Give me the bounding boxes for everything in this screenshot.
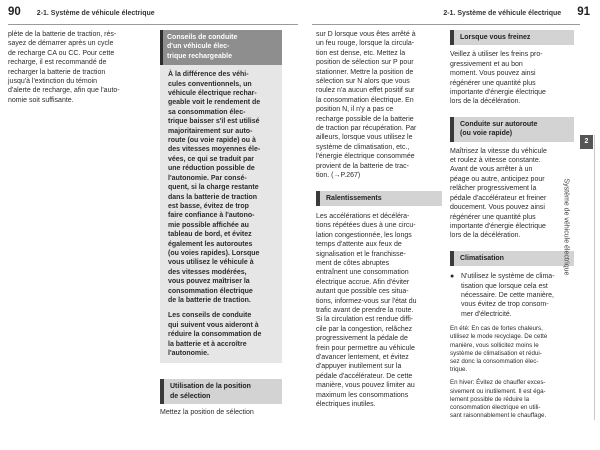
tips-box-body (160, 65, 282, 363)
section-text-braking: Veillez à utiliser les freins pro- gressivement et au bon moment. Vous pouvez ainsi régénérer une quantité plus importante d'énergie électrique lors de la décélération. (450, 51, 546, 106)
tips-box-paragraph-2: Les conseils de conduite qui suivent vous aideront à réduire la consommation de la batterie et à accroître l'autonomie. (168, 312, 262, 357)
section-title-selection (160, 379, 282, 404)
right-page-header (443, 6, 590, 22)
chapter-side-title: Système de véhicule électrique (562, 178, 570, 276)
section-title-braking-text: Lorsque vous freinez (460, 34, 531, 41)
side-chapter-rule (594, 135, 595, 420)
section-text-selection: Mettez la position de sélection (160, 409, 254, 417)
section-title-highway-text: Conduite sur autoroute (ou voie rapide) (460, 120, 538, 138)
chapter-tab: 2 (580, 135, 593, 149)
climate-bullet-text: N'utilisez le système de clima- tisation que lorsque cela est nécessaire. De cette manière, vous évitez de trop consom- mer d'électricité. (461, 273, 555, 318)
section-title-climate-text: Climatisation (460, 254, 504, 262)
right-chapter-title: 2-1. Système de véhicule électrique (443, 10, 562, 17)
left-header-rule (8, 24, 298, 25)
left-page-header (8, 6, 155, 22)
climate-note-winter: En hiver: Évitez de chauffer exces- sivement ou inutilement. Il est éga- lement possible de réduire la consommation électrique en utili- sant raisonnablement le chauffage. (450, 379, 547, 420)
right-header-rule (312, 24, 580, 25)
section-title-braking (450, 30, 574, 45)
section-title-slowdowns (316, 191, 442, 206)
left-chapter-title: 2-1. Système de véhicule électrique (36, 10, 155, 17)
left-page-number: 90 (8, 6, 21, 18)
column-3 (316, 30, 442, 409)
section-title-climate (450, 251, 574, 266)
body-text-continued: sur D lorsque vous êtes arrêté à un feu rouge, lorsque la circula- tion est dense, etc. Mettez la position de sélection sur P pour stationner. Mettre la position de sélection sur N alors que vous roulez n'a aucun effet positif sur la consommation électrique. En position N, il n'y a pas ce recharge possible de la batterie de traction par récupération. Par ailleurs, lorsque vous utilisez le système de climatisation, etc., l'énergie électrique consommée provient de la batterie de trac- tion. (→P.267) (316, 31, 417, 180)
tips-box-title-text: Conseils de conduite d'un véhicule élec- trique rechargeable (167, 34, 238, 60)
section-text-slowdowns: Les accélérations et décéléra- tions répétées dues à une circu- lation congestionnée, les longs temps d'attente aux feux de signalisation et le franchisse- ment de côtes abruptes entraînent une consommation électrique accrue. Afin d'éviter autant que possible ces situa- tions, informez-vous sur l'état du trafic avant de prendre la route. Si la circulation est rendue diffi- cile par la congestion, relâchez progressivement la pédale de frein pour permettre au véhicule d'avancer lentement, et évitez d'appuyer inutilement sur la pédale d'accélérateur. De cette manière, vous pouvez limiter au maximum les consommations électriques inutiles. (316, 212, 417, 409)
climate-bullet (450, 272, 574, 319)
climate-note-summer: En été: En cas de fortes chaleurs, utilisez le mode recyclage. De cette manière, vous sollicitez moins le système de climatisation et rédui- sez donc la consommation élec- trique. (450, 325, 548, 374)
section-text-highway: Maîtrisez la vitesse du véhicule et roulez à vitesse constante. Avant de vous arrêter à un péage ou autre, anticipez pour relâcher progressivement la pédale d'accélérateur et freiner doucement. Vous pouvez ainsi régénérer une quantité plus importante d'énergie électrique lors de la décélération. (450, 147, 547, 240)
tips-box-title (160, 30, 282, 65)
column-2 (160, 30, 282, 418)
column-1 (8, 30, 148, 105)
tips-box-paragraph-1: À la différence des véhi- cules conventionnels, un véhicule électrique rechar- geable voit le rendement de sa consommation élec- trique baisser s'il est utilisé majoritairement sur auto- route (ou voie rapide) ou à des vitesses moyennes éle- vées, ce qui se traduit par une réduction possible de l'autonomie. Par consé- quent, si la charge restante dans la batterie de traction est basse, évitez de trop faire confiance à l'autono- mie possible affichée au tableau de bord, et évitez également les autoroutes (ou voies rapides). Lorsque vous utilisez le véhicule à des vitesses modérées, vous pouvez maîtriser la consommation électrique de la batterie de traction. (168, 71, 261, 304)
body-text: plète de la batterie de traction, rés- sayez de démarrer après un cycle de recharge CA ou CC. Pour cette recharge, il est recommandé de recharger la batterie de traction jusqu'à l'extinction du témoin d'alerte de recharge, afin que l'auto- nomie soit suffisante. (8, 31, 120, 104)
right-page-number: 91 (577, 6, 590, 18)
section-title-slowdowns-text: Ralentissements (326, 194, 382, 202)
section-title-selection-text: Utilisation de la position de sélection (170, 383, 251, 400)
bullet-dot-icon: ● (450, 273, 455, 281)
section-title-highway (450, 117, 574, 142)
column-4 (450, 30, 574, 420)
